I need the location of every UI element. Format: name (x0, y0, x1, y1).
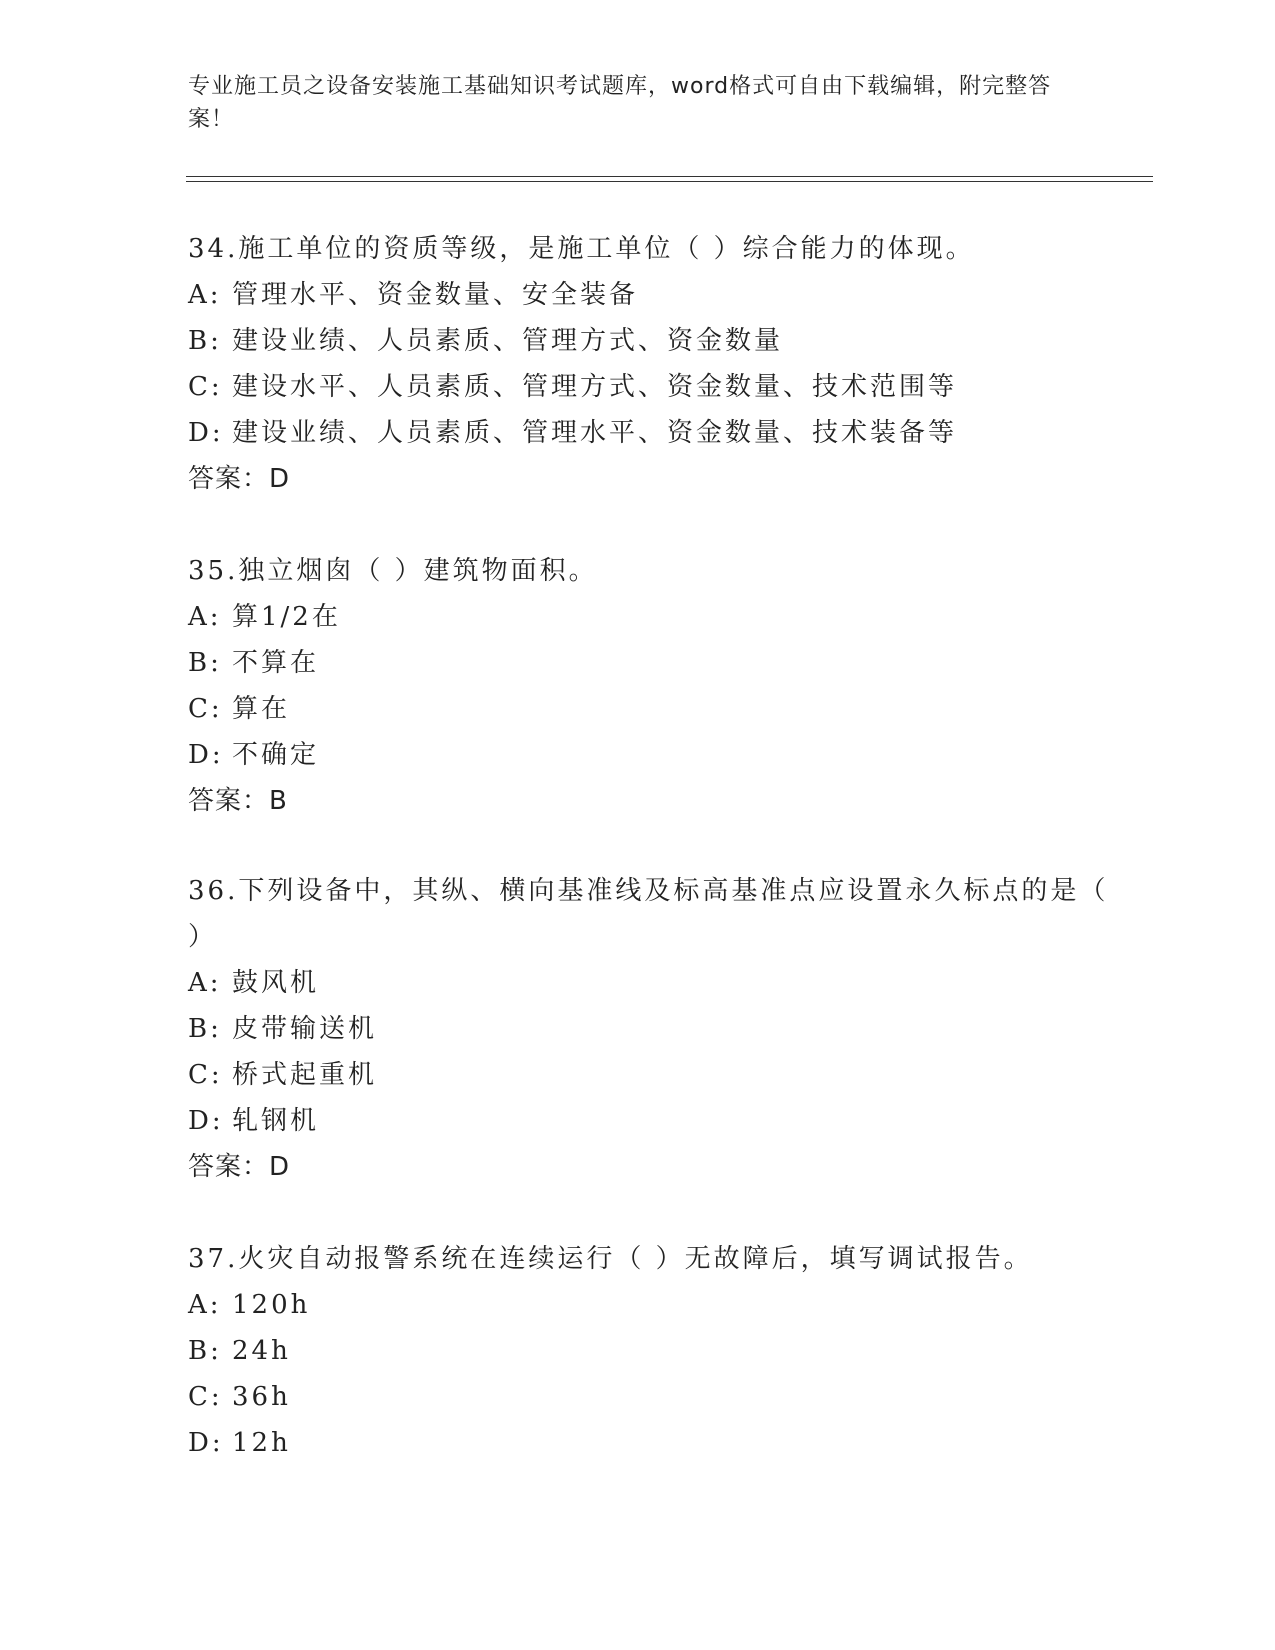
option-text: 算在 (232, 694, 291, 724)
question-stem: 35.独立烟囱（ ）建筑物面积。 (188, 556, 598, 586)
option-a (188, 1282, 1128, 1328)
header-divider (186, 176, 1153, 182)
option-letter: A: (188, 1290, 222, 1320)
question-stem: 36.下列设备中，其纵、横向基准线及标高基准点应设置永久标点的是（ ） (188, 876, 1109, 952)
option-c (188, 1374, 1128, 1420)
option-letter: D: (188, 740, 224, 770)
option-letter: A: (188, 280, 222, 310)
option-b (188, 640, 1128, 686)
option-text: 24h (232, 1336, 291, 1366)
option-a (188, 272, 1128, 318)
option-text: 鼓风机 (232, 968, 320, 998)
option-letter: C: (188, 694, 223, 724)
option-letter: B: (188, 1336, 222, 1366)
option-text: 120h (232, 1290, 311, 1320)
option-text: 36h (232, 1382, 291, 1412)
option-b (188, 1328, 1128, 1374)
option-letter: C: (188, 1060, 223, 1090)
option-text: 建设水平、人员素质、管理方式、资金数量、技术范围等 (232, 372, 958, 402)
option-d (188, 1098, 1128, 1144)
answer: 答案：B (188, 786, 288, 816)
option-letter: B: (188, 648, 222, 678)
option-letter: A: (188, 968, 222, 998)
question-stem: 34.施工单位的资质等级，是施工单位（ ）综合能力的体现。 (188, 234, 975, 264)
option-text: 12h (232, 1428, 291, 1458)
answer: 答案：D (188, 464, 291, 494)
question-stem: 37.火灾自动报警系统在连续运行（ ）无故障后，填写调试报告。 (188, 1244, 1033, 1274)
option-text: 建设业绩、人员素质、管理方式、资金数量 (232, 326, 784, 356)
option-text: 轧钢机 (232, 1106, 320, 1136)
option-letter: D: (188, 418, 224, 448)
option-d (188, 1420, 1128, 1466)
option-text: 管理水平、资金数量、安全装备 (232, 280, 639, 310)
option-text: 建设业绩、人员素质、管理水平、资金数量、技术装备等 (232, 418, 958, 448)
option-letter: A: (188, 602, 222, 632)
option-text: 不确定 (232, 740, 320, 770)
option-b (188, 318, 1128, 364)
question-37 (188, 1236, 1128, 1466)
question-36 (188, 868, 1128, 1190)
option-letter: D: (188, 1428, 224, 1458)
option-text: 皮带输送机 (232, 1014, 378, 1044)
option-letter: C: (188, 1382, 223, 1412)
option-c (188, 364, 1128, 410)
question-35 (188, 548, 1128, 824)
option-d (188, 732, 1128, 778)
option-a (188, 594, 1128, 640)
option-letter: C: (188, 372, 223, 402)
answer: 答案：D (188, 1152, 291, 1182)
option-a (188, 960, 1128, 1006)
question-34 (188, 226, 1128, 502)
document-header: 专业施工员之设备安装施工基础知识考试题库，word格式可自由下载编辑，附完整答案！ (188, 74, 1052, 132)
option-text: 算1/2在 (232, 602, 341, 632)
option-b (188, 1006, 1128, 1052)
option-text: 不算在 (232, 648, 320, 678)
option-letter: B: (188, 1014, 222, 1044)
option-letter: D: (188, 1106, 224, 1136)
option-d (188, 410, 1128, 456)
option-text: 桥式起重机 (232, 1060, 378, 1090)
option-letter: B: (188, 326, 222, 356)
option-c (188, 1052, 1128, 1098)
option-c (188, 686, 1128, 732)
